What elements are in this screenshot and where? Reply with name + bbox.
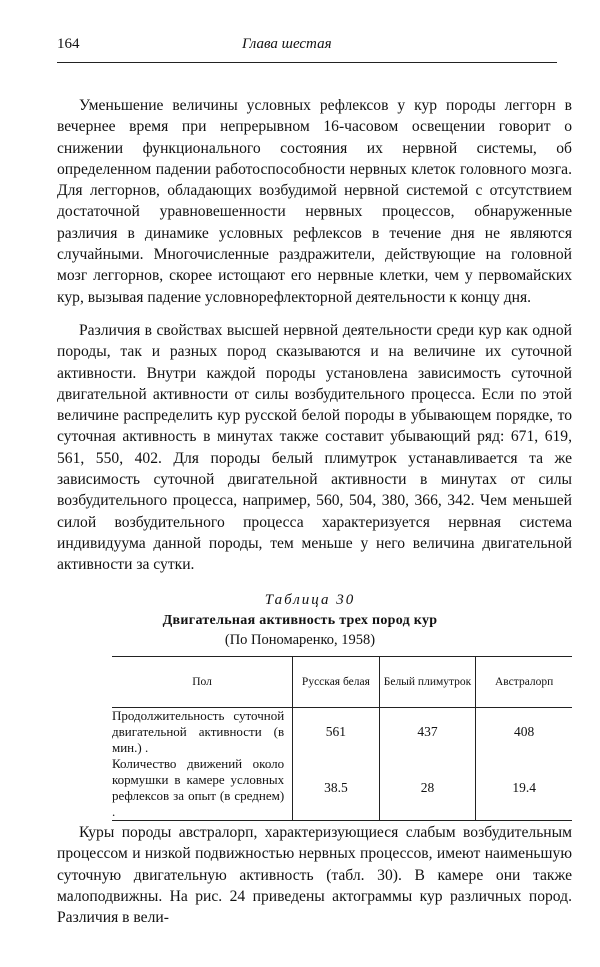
table-cell: 408 [476, 708, 572, 757]
table-cell: 28 [379, 756, 476, 821]
table-source: (По Пономаренко, 1958) [224, 632, 376, 648]
column-header: Пол [112, 657, 293, 708]
header-rule [57, 62, 557, 63]
paragraph-1: Уменьшение величины условных рефлексов у кур породы леггорн в вечернее время при непрерывном 16-часовом освещении говорит о снижении функционального состояния их нервной системы, об определенном падении работоспособности нервных клеток головного мозга. Для леггорнов, обладающих возбудимой нервной системой с отсутствием достаточной уравновешенности нервных процессов, обнаруженные различия в динамике условных рефлексов в течение дня не являются случайными. Многочисленные раздражители, действующие на головной мозг леггорнов, скорее истощают его нервные клетки, чем у первомайских кур, вызывая падение условнорефлекторной деятельности к концу дня. [57, 97, 572, 306]
table-header-row [112, 657, 572, 708]
paragraph-2: Различия в свойствах высшей нервной деятельности среди кур как одной породы, так и разных пород сказываются и на величине их суточной активности. Внутри каждой породы установлена зависимость суточной двигательной активности от силы возбудительного процесса. Если по этой величине распределить кур русской белой породы в убывающем порядке, то суточная активность в минутах также составит убывающий ряд: 671, 619, 561, 550, 402. Для породы белый плимутрок устанавливается та же зависимость суточной двигательной активности в минутах от силы возбудительного процесса, например, 560, 504, 380, 366, 342. Чем меньшей силой возбудительного процесса характеризуется нервная система индивидуума данной породы, тем меньше у него величина двигательной активности за сутки. [57, 322, 572, 574]
column-header: Русская белая [293, 657, 380, 708]
paragraph-3: Куры породы австралорп, характеризующиеся слабым возбудительным процессом и низкой подвижностью нервных процессов, имеют наименьшую суточную двигательную активность (табл. 30). В камере они также малоподвижны. На рис. 24 приведены актограммы кур различных пород. Различия в вели- [57, 824, 572, 927]
table-title: Двигательная активность трех пород кур [162, 613, 438, 628]
activity-table [112, 656, 572, 821]
column-header: Белый плимутрок [379, 657, 476, 708]
page-number: 164 [57, 36, 80, 52]
row-label: Количество движений около кормушки в камере условных рефлексов за опыт (в среднем) . [112, 756, 293, 821]
row-label: Продолжительность суточной двигательной активности (в мин.) . [112, 708, 285, 755]
table-label: Таблица 30 [264, 592, 356, 608]
column-header: Австралорп [476, 657, 572, 708]
table-row [112, 756, 572, 821]
table-row [112, 708, 572, 757]
table-cell: 38.5 [293, 756, 380, 821]
page-header [57, 30, 557, 70]
table-cell: 19.4 [476, 756, 572, 821]
table-cell: 437 [379, 708, 476, 757]
table-cell: 561 [293, 708, 380, 757]
running-title: Глава шестая [242, 36, 332, 52]
